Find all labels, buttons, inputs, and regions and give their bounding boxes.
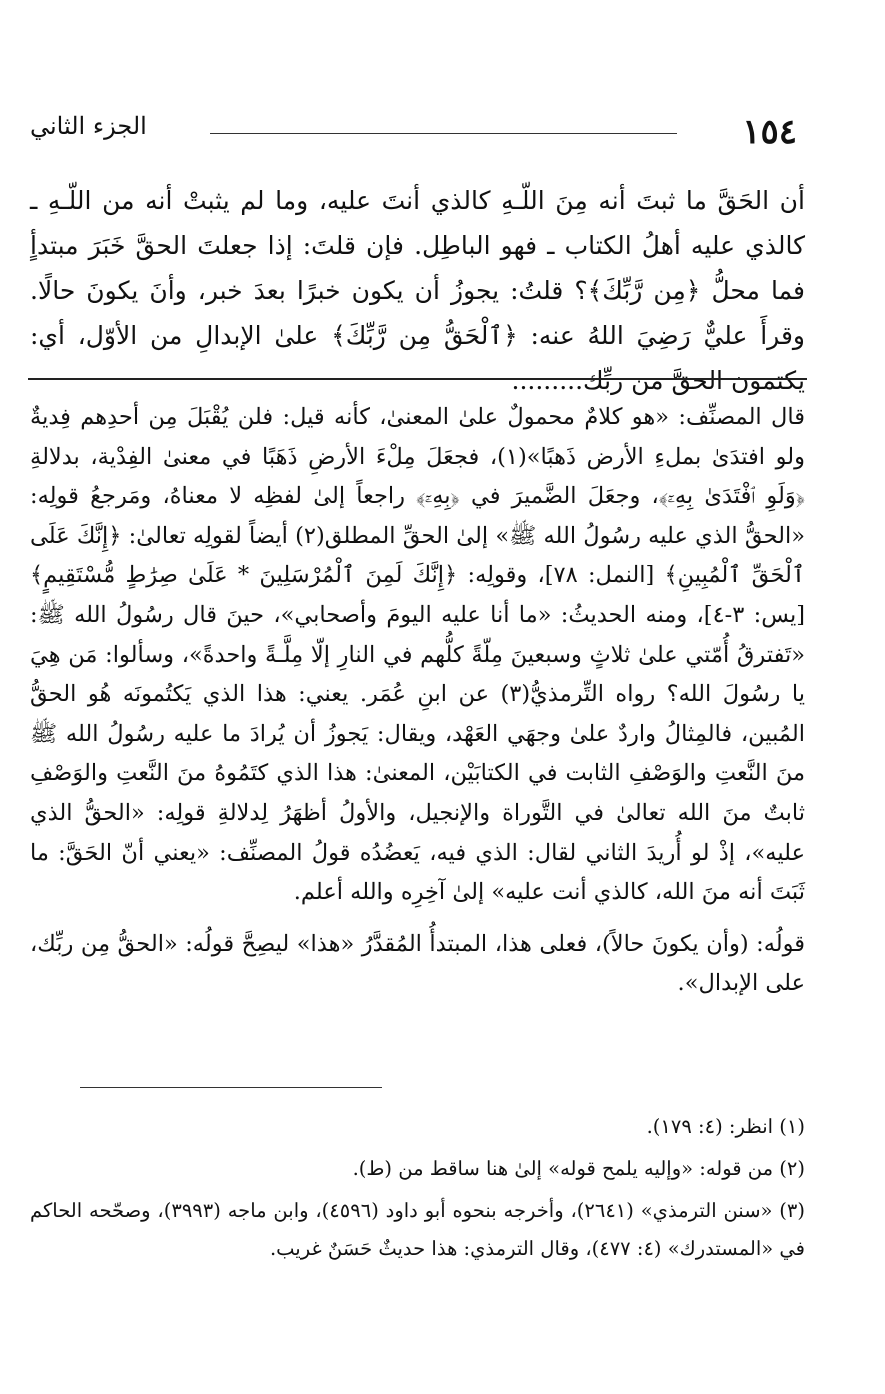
header-rule: [210, 133, 677, 134]
footnotes: [30, 1108, 805, 1268]
commentary-paragraph-2: قولُه: (وأن يكونَ حالاً)، فعلى هذا، المبتدأُ المُقدَّرُ «هذا» ليصِحَّ قولُه: «الحقُّ مِن ربِّك، على الإبدال».: [30, 930, 805, 997]
main-text: [30, 178, 805, 403]
page-number: ١٥٤: [742, 112, 797, 152]
running-head: الجزء الثاني: [30, 112, 147, 140]
footnote-2: (٢) من قوله: «وإليه يلمح قوله» إلىٰ هنا ساقط من (ط).: [352, 1157, 805, 1180]
footnote-rule: [80, 1087, 382, 1088]
footnote-1: (١) انظر: (٤: ١٧٩).: [646, 1115, 805, 1138]
main-paragraph: أن الحَقَّ ما ثبتَ أنه مِنَ اللّـهِ كالذي أنتَ عليه، وما لم يثبتْ أنه من اللّـهِ ـ كالذي عليه أهلُ الكتاب ـ فهو الباطِل. فإن قلتَ: إذا جعلتَ الحقَّ خَبَرَ مبتدأٍ فما محلُّ ﴿مِن رَّبِّكَ﴾؟ قلتُ: يجوزُ أن يكون خبرًا بعدَ خبر، وأنَ يكونَ حالًا. وقرأَ عليٌّ رَضِيَ اللهُ عنه: ﴿ٱلْحَقُّ مِن رَّبِّكَ﴾ علىٰ الإبدالِ من الأوّل، أي: يكتمون الحقَّ من ربِّك.........: [30, 186, 805, 395]
commentary: [30, 398, 805, 1004]
footnote-3: (٣) «سنن الترمذي» (٢٦٤١)، وأخرجه بنحوه أبو داود (٤٥٩٦)، وابن ماجه (٣٩٩٣)، وصحّحه الحاكم في «المستدرك» (٤: ٤٧٧)، وقال الترمذي: هذا حديثٌ حَسَنٌ غريب.: [30, 1199, 806, 1260]
page-header: [30, 112, 797, 152]
commentary-paragraph-1: قال المصنِّف: «هو كلامٌ محمولٌ علىٰ المعنىٰ، كأنه قيل: فلن يُقْبَلَ مِن أحدِهم فِديةٌ ولو افتدَىٰ بملءِ الأرض ذَهبًا»(١)، فجعَلَ مِلْءَ الأرضِ ذَهَبًا في معنىٰ الفِدْية، بدلالةِ ﴿وَلَوِ ٱفْتَدَىٰ بِهِۦٓ﴾، وجعَلَ الضَّميرَ في ﴿بِهِۦٓ﴾ راجعاً إلىٰ لفظِه لا معناهُ، ومَرجعُ قولِه: «الحقُّ الذي عليه رسُولُ الله ﷺ» إلىٰ الحقِّ المطلق(٢) أيضاً لقولِه تعالىٰ: ﴿إِنَّكَ عَلَى ٱلْحَقِّ ٱلْمُبِينِ﴾ [النمل: ٧٨]، وقولِه: ﴿إِنَّكَ لَمِنَ ٱلْمُرْسَلِينَ * عَلَىٰ صِرَٰطٍ مُّسْتَقِيمٍ﴾ [يس: ٣-٤]، ومنه الحديثُ: «ما أنا عليه اليومَ وأصحابي»، حينَ قال رسُولُ الله ﷺ: «تَفترقُ أُمّتي علىٰ ثلاثٍ وسبعينَ مِلّةً كلُّهم في النارِ إلّا مِلَّـةً واحدةً»، وسألوا: مَن هِيَ يا رسُولَ الله؟ رواه التِّرمذيُّ(٣) عن ابنِ عُمَر. يعني: هذا الذي يَكتُمونَه هُو الحقُّ المُبين، فالمِثالُ واردٌ علىٰ وجهَي العَهْد، ويقال: يَجوزُ أن يُرادَ ما عليه رسُولُ الله ﷺ منَ النَّعتِ والوَصْفِ الثابت في الكتابَيْن، المعنىٰ: هذا الذي كتَمُوهُ منَ النَّعتِ والوَصْفِ ثابتٌ منَ الله تعالىٰ في التَّوراة والإنجيل، والأولُ أظهَرُ لِدلالةِ قولِه: «الحقُّ الذي عليه»، إذْ لو أُريدَ الثاني لقال: الذي فيه، يَعضُدُه قولُ المصنِّف: «يعني أنّ الحَقَّ: ما ثَبَتَ أنه منَ الله، كالذي أنت عليه» إلىٰ آخِرِه والله أعلم.: [30, 404, 806, 906]
section-divider: [28, 378, 807, 380]
